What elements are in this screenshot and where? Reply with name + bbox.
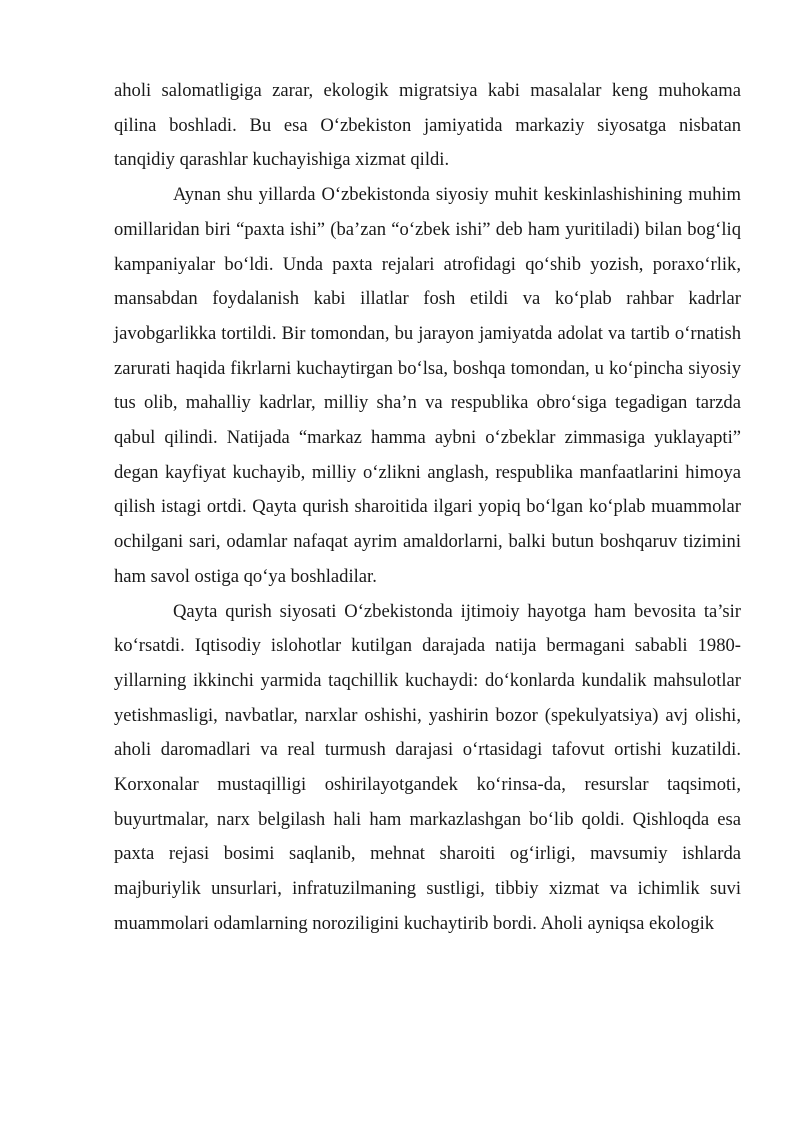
paragraph-continuation: aholi salomatligiga zarar, ekologik migratsiya kabi masalalar keng muhokama qilina boshladi. Bu esa O‘zbekiston jamiyatida markaziy siyosatga nisbatan tanqidiy qarashlar kuchayishiga xizmat qildi. (114, 80, 741, 171)
paragraph-paxta-ishi: Aynan shu yillarda O‘zbekistonda siyosiy muhit keskinlashishining muhim omillaridan biri “paxta ishi” (ba’zan “o‘zbek ishi” deb ham yuritiladi) bilan bog‘liq kampaniyalar bo‘ldi. Unda paxta rejalari atrofidagi qo‘shib yozish, poraxo‘rlik, mansabdan foydalanish kabi illatlar fosh etildi va ko‘plab rahbar kadrlar javobgarlikka tortildi. Bir tomondan, bu jarayon jamiyatda adolat va tartib o‘rnatish zarurati haqida fikrlarni kuchaytirgan bo‘lsa, boshqa tomondan, u ko‘pincha siyosiy tus olib, mahalliy kadrlar, milliy sha’n va respublika obro‘siga tegadigan tarzda qabul qilindi. Natijada “markaz hamma aybni o‘zbeklar zimmasiga yuklayapti” degan kayfiyat kuchayib, milliy o‘zlikni anglash, respublika manfaatlarini himoya qilish istagi ortdi. Qayta qurish sharoitida ilgari yopiq bo‘lgan ko‘plab muammolar ochilgani sari, odamlar nafaqat ayrim amaldorlarni, balki butun boshqaruv tizimini ham savol ostiga qo‘ya boshladilar. (114, 184, 741, 587)
document-body (114, 74, 741, 942)
paragraph-qayta-qurish: Qayta qurish siyosati O‘zbekistonda ijtimoiy hayotga ham bevosita ta’sir ko‘rsatdi. Iqtisodiy islohotlar kutilgan darajada natija bermagani sababli 1980-yillarning ikkinchi yarmida taqchillik kuchaydi: do‘konlarda kundalik mahsulotlar yetishmasligi, navbatlar, narxlar oshishi, yashirin bozor (spekulyatsiya) avj olishi, aholi daromadlari va real turmush darajasi o‘rtasidagi tafovut ortishi kuzatildi. Korxonalar mustaqilligi oshirilayotgandek ko‘rinsa-da, resurslar taqsimoti, buyurtmalar, narx belgilash hali ham markazlashgan bo‘lib qoldi. Qishloqda esa paxta rejasi bosimi saqlanib, mehnat sharoiti og‘irligi, mavsumiy ishlarda majburiylik unsurlari, infratuzilmaning sustligi, tibbiy xizmat va ichimlik suvi muammolari odamlarning noroziligini kuchaytirib bordi. Aholi ayniqsa ekologik (114, 600, 741, 934)
